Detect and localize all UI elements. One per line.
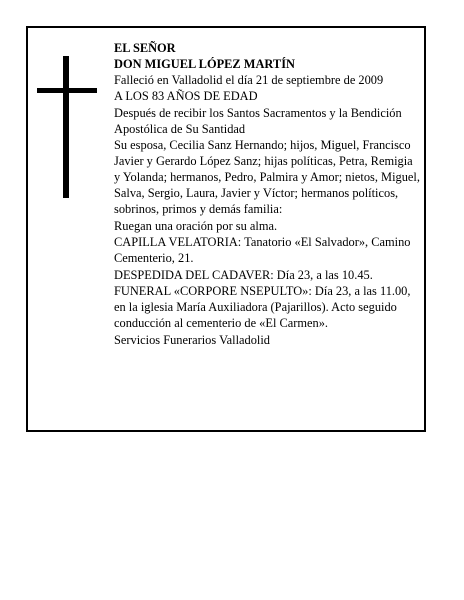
family-paragraph: Su esposa, Cecilia Sanz Hernando; hijos, Miguel, Francisco Javier y Gerardo López Sanz; hijas políticas, Petra, Remigia y Yolanda; hermanos, Pedro, Palmira y Amor; nietos, Miguel, Salva, Sergio, Laura, Javier y Víctor; hermanos políticos, sobrinos, primos y demás familia: bbox=[114, 138, 420, 216]
notice-header-title: EL SEÑOR bbox=[114, 41, 176, 55]
cross-horizontal-bar bbox=[37, 88, 97, 93]
chapel-paragraph: CAPILLA VELATORIA: Tanatorio «El Salvador», Camino Cementerio, 21. bbox=[114, 235, 411, 265]
farewell-line: DESPEDIDA DEL CADAVER: Día 23, a las 10.45. bbox=[114, 268, 373, 282]
prayer-line: Ruegan una oración por su alma. bbox=[114, 219, 278, 233]
death-details: Falleció en Valladolid el día 21 de septiembre de 2009 bbox=[114, 73, 384, 87]
services-line: Servicios Funerarios Valladolid bbox=[114, 333, 271, 347]
sacraments-paragraph: Después de recibir los Santos Sacramentos y la Bendición Apostólica de Su Santidad bbox=[114, 106, 402, 136]
obituary-notice bbox=[26, 26, 426, 432]
cross-icon bbox=[37, 56, 97, 198]
cross-vertical-bar bbox=[63, 56, 69, 198]
deceased-name: DON MIGUEL LÓPEZ MARTÍN bbox=[114, 57, 295, 71]
notice-text bbox=[114, 40, 420, 348]
age-line: A LOS 83 AÑOS DE EDAD bbox=[114, 89, 258, 103]
funeral-paragraph: FUNERAL «CORPORE NSEPULTO»: Día 23, a las 11.00, en la iglesia María Auxiliadora (Pajarillos). Acto seguido conducción al cementerio de «El Carmen». bbox=[114, 284, 411, 330]
